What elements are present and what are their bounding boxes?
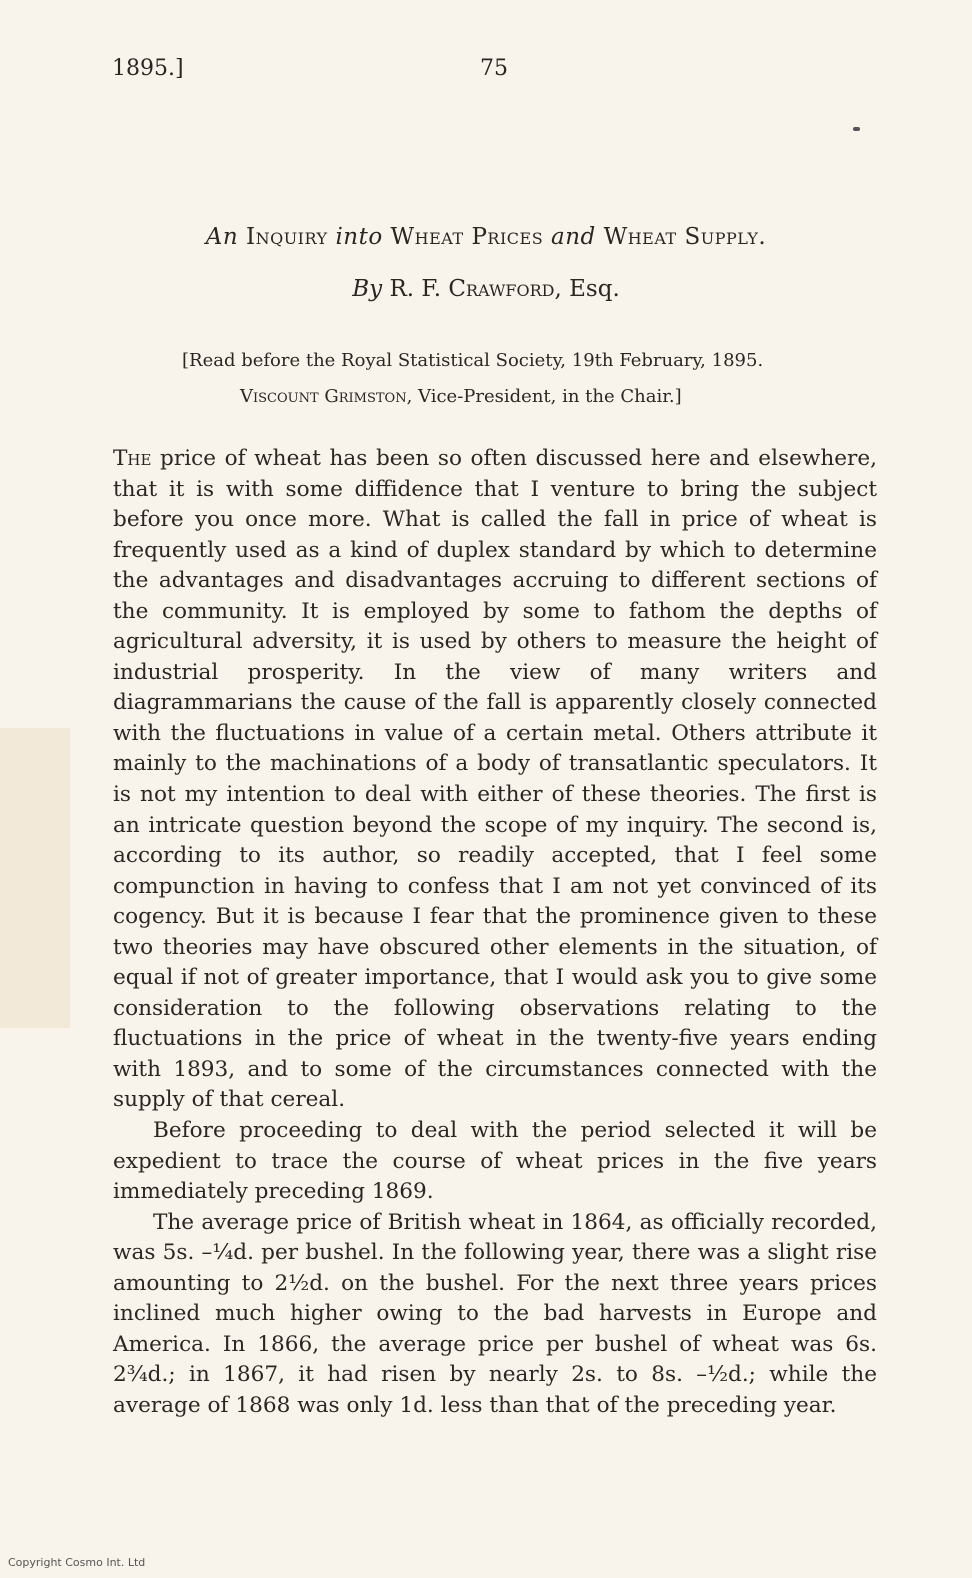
read-note-line1: [Read before the Royal Statistical Society, 19th February, 1895. [182, 350, 764, 371]
chair-name: Viscount Grimston [240, 386, 407, 407]
ink-speck [853, 127, 860, 131]
paragraph [113, 444, 877, 1116]
copyright-notice: Copyright Cosmo Int. Ltd [8, 1556, 146, 1569]
paragraph: The average price of British wheat in 1864, as officially recorded, was 5s. –¼d. per bushel. In the following year, there was a slight rise amounting to 2½d. on the bushel. For the next three years prices inclined much higher owing to the bad harvests in Europe and America. In 1866, the average price per bushel of wheat was 6s. 2¾d.; in 1867, it had risen by nearly 2s. to 8s. –½d.; while the average of 1868 was only 1d. less than that of the preceding year. [113, 1209, 877, 1418]
paragraph-text: price of wheat has been so often discussed here and elsewhere, that it is with some diffidence that I venture to bring the subject before you once more. What is called the fall in price of wheat is frequently used as a kind of duplex standard by which to determine the advantages and disadvantages accruing to different sections of the community. It is employed by some to fathom the depths of agricultural adversity, it is used by others to measure the height of industrial prosperity. In the view of many writers and diagrammarians the cause of the fall is apparently closely connected with the fluctuations in value of a certain metal. Others attribute it mainly to the machinations of a body of transatlantic speculators. It is not my intention to deal with either of these theories. The first is an intricate question beyond the scope of my inquiry. The second is, according to its author, so readily accepted, that I feel some compunction in having to confess that I am not yet convinced of its cogency. But it is because I fear that the prominence given to these two theories may have obscured other elements in the situation, of equal if not of greater importance, that I would ask you to give some consideration to the following observations relating to the fluctuations in the price of wheat in the twenty-five years ending with 1893, and to some of the circumstances connected with the supply of that cereal. [113, 446, 877, 1113]
paragraph: Before proceeding to deal with the period selected it will be expedient to trace the course of wheat prices in the five years immediately preceding 1869. [113, 1118, 877, 1205]
article-body [113, 444, 877, 1422]
paragraph-lead: The [113, 446, 152, 471]
article-title [0, 224, 972, 250]
read-note [182, 343, 822, 415]
paper-stain [0, 728, 70, 1028]
title-part: Inquiry [246, 224, 328, 250]
author-name: R. F. Crawford [389, 276, 555, 302]
title-part: into [335, 224, 383, 250]
page-number: 75 [480, 56, 508, 81]
read-note-line2-rest: , Vice-President, in the Chair.] [406, 386, 682, 407]
byline [0, 276, 972, 302]
title-part: Wheat Prices [390, 224, 544, 250]
title-part: Wheat Supply. [603, 224, 767, 250]
read-note-line2 [182, 379, 822, 415]
author-suffix: , Esq. [554, 276, 620, 302]
byline-by: By [352, 276, 383, 302]
header-year: 1895.] [112, 56, 184, 81]
title-part: and [551, 224, 596, 250]
title-part: An [205, 224, 239, 250]
